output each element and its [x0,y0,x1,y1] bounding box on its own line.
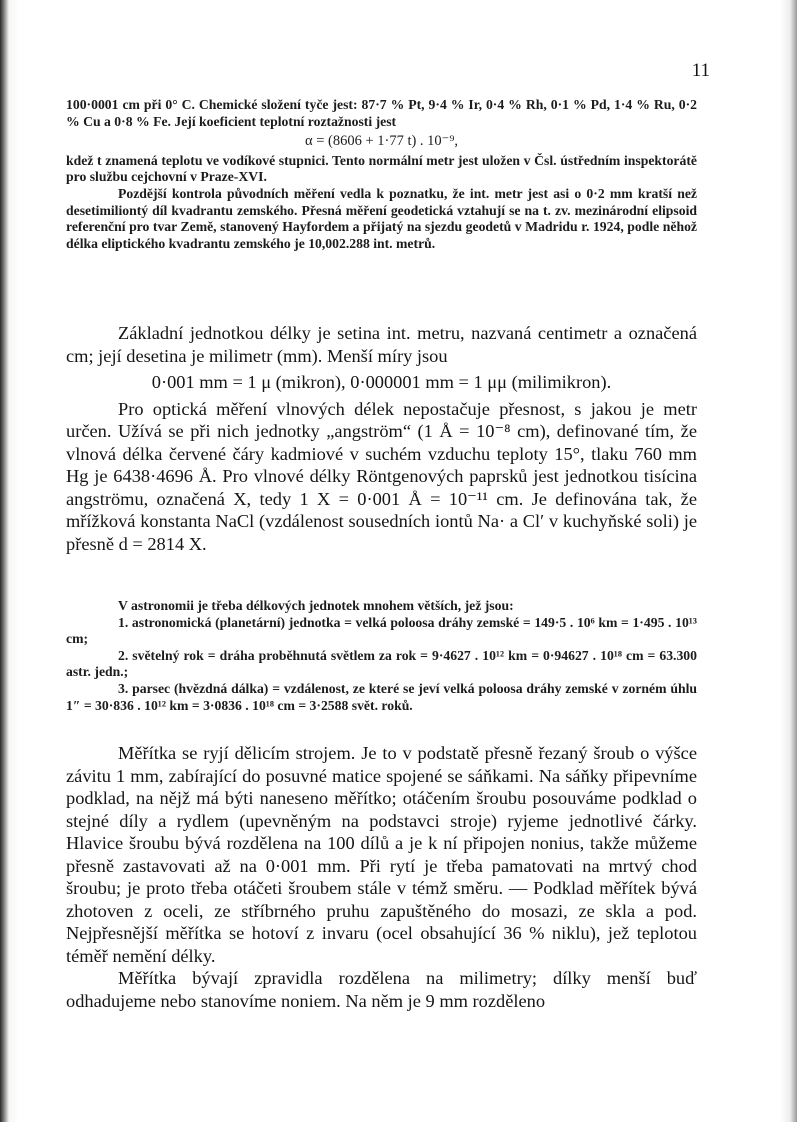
main-text-block-2 [66,742,697,1012]
paragraph-centimetr: Základní jednotkou délky je setina int. metru, nazvaná centimetr a označená cm; její desetina je milimetr (mm). Menší míry jsou [66,323,697,366]
page-number: 11 [691,60,710,81]
astronomy-item-2: 2. světelný rok = dráha proběhnutá světlem za rok = 9·4627 . 10¹² km = 0·94627 . 10¹⁸ cm = 63.300 astr. jedn.; [66,647,697,680]
small-paragraph-control: Pozdější kontrola původních měření vedla k poznatku, že int. metr jest asi o 0·2 mm kratší než desetimiliontý díl kvadrantu zemského. Přesná měření geodetická vztahují se na t. zv. mezinárodní elipsoid referenční pro tvar Země, stanovený Hayfordem a přijatý na sjezdu geodetů v Madridu r. 1924, podle něhož délka eliptického kvadrantu zemského je 10,002.288 int. metrů. [66,185,697,251]
paragraph-angstrom: Pro optická měření vlnových délek nepostačuje přesnost, s jakou je metr určen. Užívá se při nich jednotky „angström“ (1 Å = 10⁻⁸ cm), definované tím, že vlnová délka červené čáry kadmiové v suchém vzduchu teploty 15°, tlaku 760 mm Hg je 6438·4696 Å. Pro vlnové délky Röntgenových paprsků jest jednotkou tisícina angströmu, označená X, tedy 1 X = 0·001 Å = 10⁻¹¹ cm. Je definována tak, že mřížková konstanta NaCl (vzdálenost sousedních iontů Na· a Cl′ v kuchyňské soli) je přesně d = 2814 X. [66,398,697,554]
main-text-block-1 [66,322,697,555]
small-paragraph-composition: 100·0001 cm při 0° C. Chemické složení tyče jest: 87·7 % Pt, 9·4 % Ir, 0·4 % Rh, 0·1 % Pd, 1·4 % Ru, 0·2 % Cu a 0·8 % Fe. Její koeficient teplotní roztažnosti jest [66,97,697,129]
astronomy-item-1: 1. astronomická (planetární) jednotka = velká poloosa dráhy zemské = 149·5 . 10⁶ km = 1·495 . 10¹³ cm; [66,614,697,647]
astronomy-item-3: 3. parsec (hvězdná dálka) = vzdálenost, ze které se jeví velká poloosa dráhy zemské v zorném úhlu 1″ = 30·836 . 10¹² km = 3·0836 . 10¹⁸ cm = 3·2588 svět. roků. [66,680,697,713]
small-print-block-2 [66,598,697,714]
small-paragraph-storage: kdež t znamená teplotu ve vodíkové stupnici. Tento normální metr jest uložen v Čsl. ústředním inspektorátě pro službu cejchovní v Praze-XVI. [66,152,697,185]
astronomy-intro: V astronomii je třeba délkových jednotek mnohem větších, jež jsou: [118,598,514,613]
paragraph-nonius: Měřítka bývají zpravidla rozdělena na milimetry; dílky menší buď odhadujeme nebo stanovíme noniem. Na něm je 9 mm rozděleno [66,968,697,1011]
paragraph-dividing-machine: Měřítka se ryjí dělicím strojem. Je to v podstatě přesně řezaný šroub o výšce závitu 1 mm, zabírající do posuvné matice spojené se sáňkami. Na sáňky připevníme podklad, na nějž má býti naneseno měřítko; otáčením šroubu posouváme podklad o stejné díly a rydlem (upevněným na podstavci stroje) ryjeme jednotlivé čárky. Hlavice šroubu bývá rozdělena na 100 dílů a je k ní připojen nonius, takže můžeme přesně zastavovati až na 0·001 mm. Při rytí je třeba pamatovati na mrtvý chod šroubu; je proto třeba otáčeti šroubem stále v témž směru. — Podklad měřítek bývá zhotoven z oceli, ze stříbrného pruhu zapuštěného do mosazi, ze skla a pod. Nejpřesnější měřítka se hotoví z invaru (ocel obsahující 36 % niklu), jež teplotou téměř nemění délky. [66,743,697,966]
expansion-formula: α = (8606 + 1·77 t) . 10⁻⁹, [304,133,459,150]
small-print-block-1 [66,97,697,252]
micron-equation: 0·001 mm = 1 μ (mikron), 0·000001 mm = 1 μμ (milimikron). [151,372,612,392]
